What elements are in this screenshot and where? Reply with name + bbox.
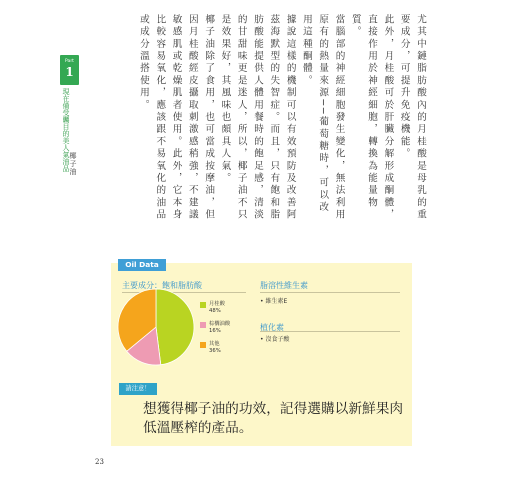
page-number: 23 [95,458,104,466]
pie-chart [116,287,196,367]
legend-label: 棕櫚油酸 [209,321,231,327]
legend-label: 月桂酸 [209,301,225,307]
part-word: Part [65,59,74,64]
body-paragraph: 此外，月桂酸可於肝臟分解形成酮體，直接作用於神經細胞，轉換為能量物質。 [349,14,394,222]
oil-data-label: Oil Data [118,259,166,271]
body-paragraph: 椰子油除了食用，也可當成按摩油，但因月桂酸經皮攝取刺激感稍強，不建議敏感肌或乾燥肌者使用。此外，它本身比較容易氧化，應該跟不易氧化的油品或成分溫搭使用。 [137,14,215,222]
part-number: 1 [65,65,74,79]
legend-swatch [200,342,206,348]
divider [260,292,400,293]
main-ingredients-title: 主要成分：飽和脂肪酸 [122,281,202,290]
pie-slice [156,289,194,365]
chapter-item-title: 椰子油 [69,152,77,176]
legend-value: 36% [209,348,221,354]
legend-value: 48% [209,308,221,314]
chapter-title: 現在備受矚目的美人氣油品 [62,88,70,172]
legend-swatch [200,322,206,328]
body-text [137,14,428,224]
body-paragraph: 當腦部的神經細胞發生變化，無法利用原有的熱量來源──葡萄糖時，可以改用這種酮體。 [300,14,345,222]
legend-value: 16% [209,328,221,334]
phytochemicals-title: 植化素 [260,323,284,332]
note-badge: 請注意！ [119,383,157,395]
fat-soluble-vitamins-title: 脂溶性維生素 [260,281,308,290]
part-tab [60,55,79,85]
fat-soluble-vitamin-item: • 維生素E [260,298,288,305]
phytochemical-item: • 沒食子酸 [260,336,290,343]
legend-swatch [200,302,206,308]
legend-label: 其他 [209,341,220,347]
body-paragraph: 據說這樣的機制可以有效預防及改善阿茲海默型的失智症。而且，只有飽和脂肪酸能提供人體用餐時的飽足感，清淡的甘甜味更是迷人，所以，椰子油不只是效果好，其風味也頗具人氣。 [219,14,296,222]
note-text: 想獲得椰子油的功效，記得選購以新鮮果肉低溫壓榨的產品。 [143,401,404,436]
body-paragraph: 尤其中鏈脂肪酸內的月桂酸是母乳的重要成分，可提升免疫機能。 [398,14,426,222]
oil-data-box [111,263,412,446]
divider [260,331,400,332]
